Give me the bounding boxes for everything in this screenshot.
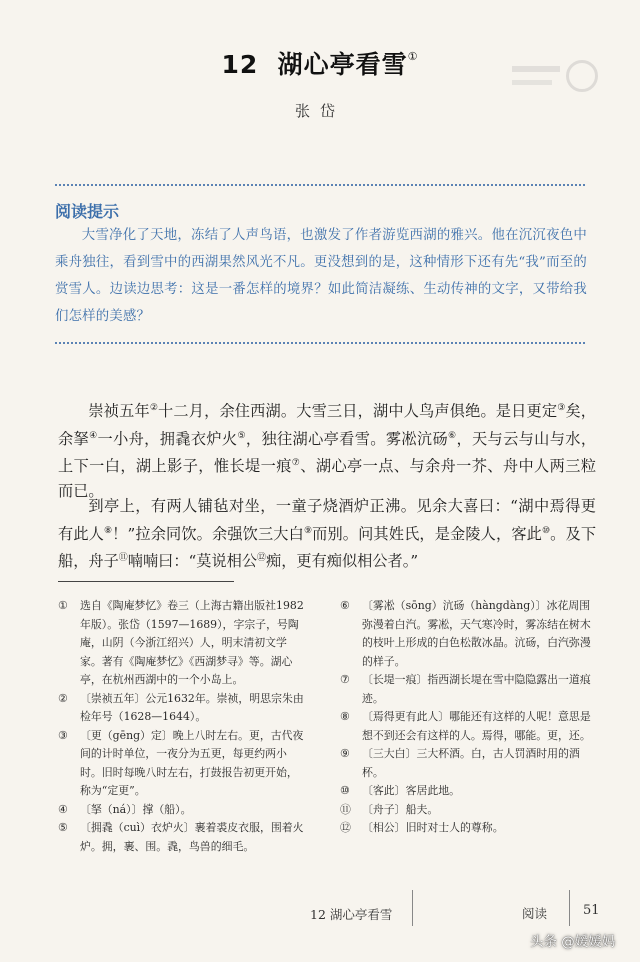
text-segment: ，天与云与山与水，上下一白，湖上影子，惟长堤一痕 <box>58 429 596 476</box>
footnote-text: 选自《陶庵梦忆》卷三（上海古籍出版社1982年版）。张岱（1597—1689），字宗子，号陶庵，山阴（今浙江绍兴）人，明末清初文学家。著有《陶庵梦忆》《西湖梦寻》等。湖心亭，在杭州西湖中的一个小岛上。 <box>80 599 304 686</box>
footnote-marker[interactable]: ⑨ <box>303 525 313 536</box>
footnote-number: ⑦ <box>340 673 350 686</box>
footer-section-label: 阅读 <box>522 906 548 921</box>
text-segment: 而别。问其姓氏，是金陵人，客此 <box>312 524 542 543</box>
footnote-marker[interactable]: ⑩ <box>541 525 551 536</box>
footnote-item <box>340 745 600 782</box>
footnote-marker[interactable]: ⑤ <box>237 430 246 441</box>
footnote-marker[interactable]: ③ <box>557 403 566 413</box>
text-segment: 到亭上，有两人铺毡对坐，一童子烧酒炉正沸。见余大喜曰：“湖中焉得更有此人 <box>58 497 596 543</box>
footnote-number: ⑨ <box>340 747 350 760</box>
footnote-marker[interactable]: ⑧ <box>103 525 113 536</box>
footnote-text: 〔焉得更有此人〕哪能还有这样的人呢！意思是想不到还会有这样的人。焉得，哪能。更，还。 <box>362 710 591 742</box>
lesson-number: 12 <box>221 50 259 79</box>
footnotes-left-column <box>58 597 308 856</box>
footnote-number: ④ <box>58 802 68 816</box>
footnote-text: 〔舟子〕船夫。 <box>362 802 439 816</box>
footnote-text: 〔三大白〕三大杯酒。白，古人罚酒时用的酒杯。 <box>362 747 580 779</box>
tips-top-divider <box>55 184 585 186</box>
footnote-marker[interactable]: ⑥ <box>448 430 457 441</box>
footnote-item <box>340 597 600 671</box>
text-segment: 一小舟，拥毳衣炉火 <box>97 429 238 448</box>
lesson-title <box>0 45 640 81</box>
footnote-item <box>340 801 600 820</box>
footnotes-right-column <box>340 597 600 838</box>
footnote-number: ⑥ <box>340 599 350 612</box>
footnote-item <box>58 690 308 727</box>
text-segment: 喃喃曰：“莫说相公 <box>127 552 258 571</box>
footnote-text: 〔客此〕客居此地。 <box>362 784 461 797</box>
footnote-number: ⑧ <box>340 710 350 723</box>
footer-lesson-label: 12 湖心亭看雪 <box>310 907 393 922</box>
title-footnote-mark: ① <box>407 49 419 63</box>
text-segment: 崇祯五年 <box>88 402 150 421</box>
text-segment: ！”拉余同饮。余强饮三大白 <box>112 524 304 543</box>
footnote-item <box>58 597 308 690</box>
text-segment: 。及下船，舟子 <box>58 524 597 571</box>
text-segment: ，独往湖心亭看雪。雾凇沆砀 <box>245 429 448 448</box>
text-segment: 痴，更有痴似相公者。” <box>266 552 419 571</box>
footnote-text: 〔长堤一痕〕指西湖长堤在雪中隐隐露出一道痕迹。 <box>362 673 591 705</box>
footnote-text: 〔崇祯五年〕公元1632年。崇祯，明思宗朱由检年号（1628—1644）。 <box>80 691 304 723</box>
footer-divider <box>412 890 413 926</box>
footnote-number: ① <box>58 599 68 612</box>
footnote-number: ⑪ <box>340 802 351 816</box>
footnote-text: 〔更（gēng）定〕晚上八时左右。更，古代夜间的计时单位，一夜分为五更，每更约两小时。旧时每晚八时左右，打鼓报告初更开始，称为“定更”。 <box>80 728 304 797</box>
page-number: 51 <box>583 903 600 918</box>
lesson-title-text: 湖心亭看雪 <box>277 50 408 79</box>
tips-bottom-divider <box>55 342 585 344</box>
footnote-item <box>58 727 308 801</box>
footnote-number: ⑤ <box>58 821 68 834</box>
footnote-item <box>340 819 600 838</box>
footer-divider-2 <box>569 890 570 926</box>
text-paragraph-2 <box>58 494 596 574</box>
footnote-text: 〔拏（ná）〕撑（船）。 <box>80 802 192 816</box>
footnote-marker[interactable]: ② <box>149 403 159 413</box>
footnote-item <box>58 819 308 856</box>
footnote-number: ⑩ <box>340 784 350 797</box>
text-segment: 矣，余拏 <box>58 402 596 448</box>
text-paragraph-1 <box>58 396 596 504</box>
footnote-number: ② <box>58 691 68 705</box>
text-segment: 十二月，余住西湖。大雪三日，湖中人鸟声俱绝。是日更定 <box>158 402 558 421</box>
watermark: 头条 @媛媛妈 <box>530 934 616 950</box>
footnote-marker[interactable]: ⑦ <box>291 458 301 469</box>
footnote-rule <box>58 581 234 582</box>
footnote-item <box>340 708 600 745</box>
footnote-text: 〔相公〕旧时对士人的尊称。 <box>362 821 504 834</box>
reading-tips-heading: 阅读提示 <box>55 202 120 221</box>
footnote-item <box>58 801 308 820</box>
footnote-number: ③ <box>58 728 68 742</box>
footnote-marker[interactable]: ⑫ <box>257 553 267 564</box>
footnote-marker[interactable]: ⑪ <box>118 553 128 564</box>
footnote-number: ⑫ <box>340 821 351 834</box>
reading-tips-body: 大雪净化了天地，冻结了人声鸟语，也激发了作者游览西湖的雅兴。他在沉沉夜色中乘舟独往，看到雪中的西湖果然风光不凡。更没想到的是，这种情形下还有先“我”而至的赏雪人。边读边思考：这是一番怎样的境界？如此简洁凝练、生动传神的文字，又带给我们怎样的美感？ <box>55 228 587 324</box>
author-name: 张岱 <box>294 102 345 120</box>
footnote-text: 〔雾凇（sōng）沆砀（hàngdàng）〕冰花周围弥漫着白汽。雾凇，天气寒冷时，雾冻结在树木的枝叶上形成的白色松散冰晶。沆砀，白汽弥漫的样子。 <box>362 599 591 668</box>
footnote-item <box>340 782 600 801</box>
footnote-item <box>340 671 600 708</box>
footnote-text: 〔拥毳（cuì）衣炉火〕裹着裘皮衣服，围着火炉。拥，裹、围。毳，鸟兽的细毛。 <box>80 821 304 853</box>
text-segment: 、湖心亭一点、与余舟一芥、舟中人两三粒而已。 <box>58 457 596 500</box>
footnote-marker[interactable]: ④ <box>89 430 98 441</box>
